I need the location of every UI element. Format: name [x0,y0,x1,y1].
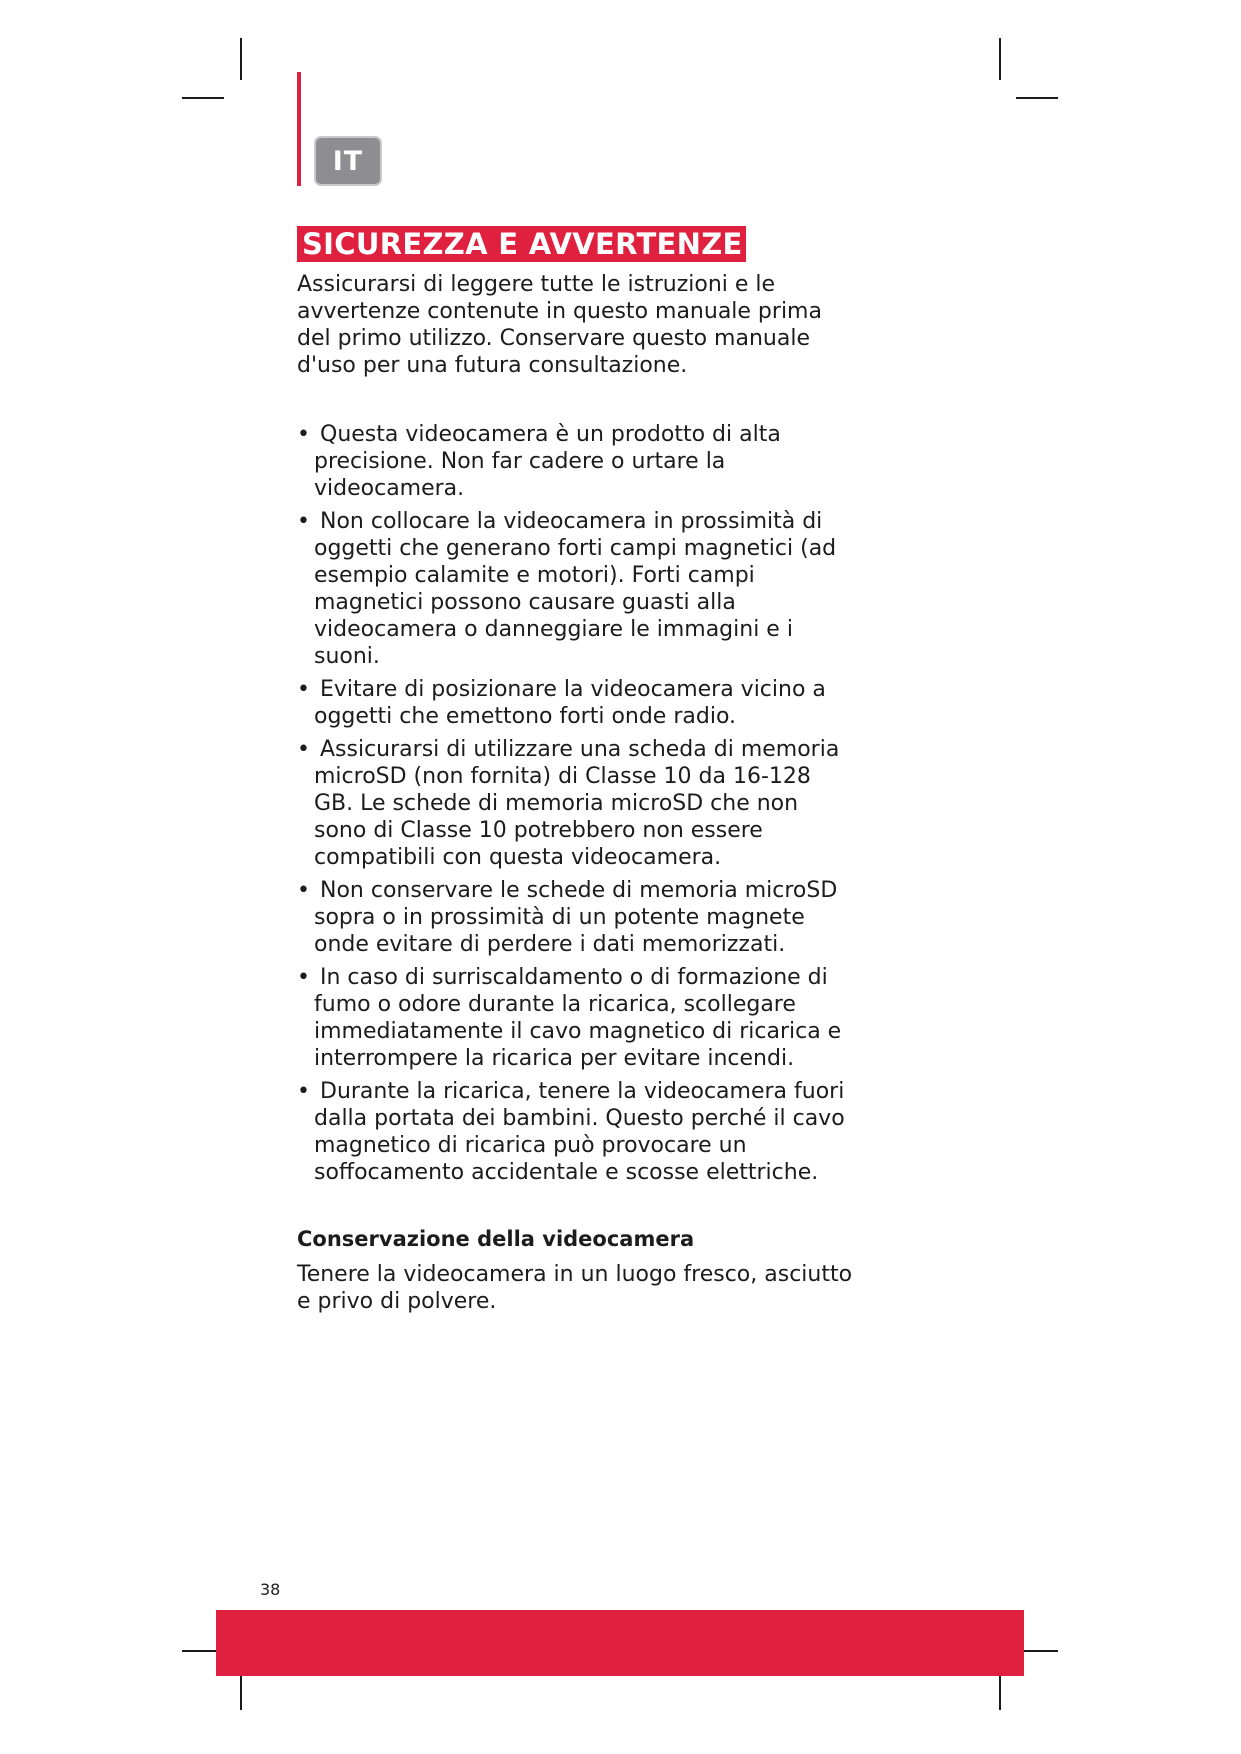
list-item: • In caso di surriscaldamento o di formazione di fumo o odore durante la ricarica, scollegare immediatamente il cavo magnetico di ricarica e interrompere la ricarica per evitare incendi. [297,964,857,1072]
storage-heading: Conservazione della videocamera [297,1227,695,1251]
intro-paragraph: Assicurarsi di leggere tutte le istruzioni e le avvertenze contenute in questo manuale prima del primo utilizzo. Conservare questo manuale d'uso per una futura consultazione. [297,272,822,378]
list-item: • Assicurarsi di utilizzare una scheda di memoria microSD (non fornita) di Classe 10 da 16-128 GB. Le schede di memoria microSD che non sono di Classe 10 potrebbero non essere compatibili con questa videocamera. [297,736,857,871]
list-item: • Questa videocamera è un prodotto di alta precisione. Non far cadere o urtare la videocamera. [297,421,857,502]
list-item: • Non conservare le schede di memoria microSD sopra o in prossimità di un potente magnete onde evitare di perdere i dati memorizzati. [297,877,857,958]
crop-mark [999,38,1001,80]
section-heading: SICUREZZA E AVVERTENZE [297,226,746,262]
document-body [297,271,857,1315]
list-item: • Non collocare la videocamera in prossimità di oggetti che generano forti campi magnetici (ad esempio calamite e motori). Forti campi magnetici possono causare guasti alla videocamera o danneggiare le immagini e i suoni. [297,508,857,670]
storage-paragraph: Tenere la videocamera in un luogo fresco, asciutto e privo di polvere. [297,1262,853,1314]
crop-mark [1016,97,1058,99]
warning-list [297,421,857,1186]
list-item: • Evitare di posizionare la videocamera vicino a oggetti che emettono forti onde radio. [297,676,857,730]
page-number: 38 [260,1580,281,1599]
crop-mark [182,97,224,99]
footer-band [216,1610,1024,1676]
list-item: • Durante la ricarica, tenere la videocamera fuori dalla portata dei bambini. Questo perché il cavo magnetico di ricarica può provocare un soffocamento accidentale e scosse elettriche. [297,1078,857,1186]
accent-rule [297,72,301,186]
language-badge: IT [314,136,382,186]
crop-mark [240,38,242,80]
